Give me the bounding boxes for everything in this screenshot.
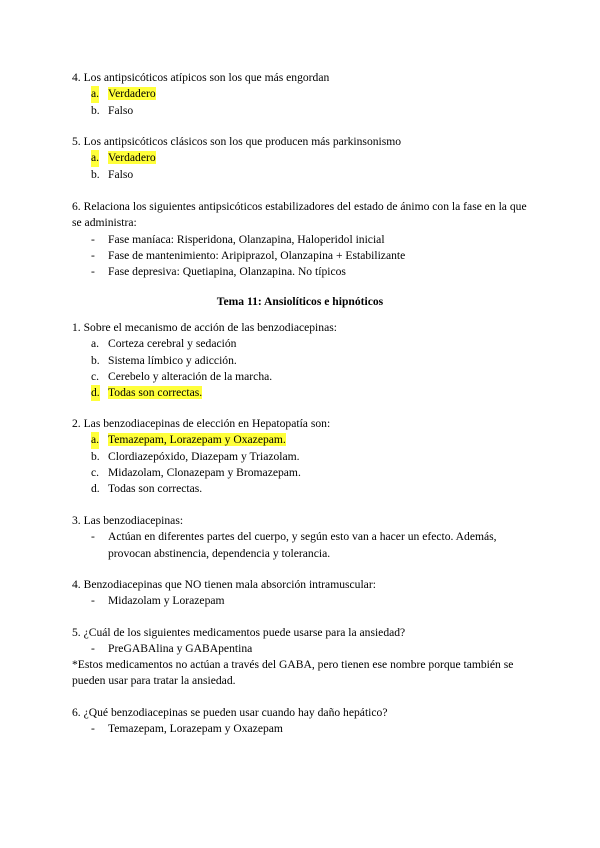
option-text: Temazepam, Lorazepam y Oxazepam.	[108, 433, 286, 447]
dash-marker: -	[91, 248, 95, 262]
item-text: Fase depresiva: Quetiapina, Olanzapina. No típicos	[108, 265, 346, 279]
option-text: Corteza cerebral y sedación	[108, 337, 237, 351]
option-a	[72, 432, 532, 448]
list-item	[72, 232, 532, 248]
footnote: *Estos medicamentos no actúan a través del GABA, pero tienen ese nombre porque también se pueden usar para tratar la ansiedad.	[72, 658, 514, 688]
list-item	[72, 248, 532, 264]
option-marker: a.	[91, 337, 100, 351]
option-d	[72, 385, 532, 401]
question-text: 4. Benzodiacepinas que NO tienen mala absorción intramuscular:	[72, 578, 376, 591]
question-text: 6. Relaciona los siguientes antipsicóticos estabilizadores del estado de ánimo con la fase en la que se administra:	[72, 200, 527, 230]
option-a	[72, 86, 532, 102]
dash-marker: -	[91, 232, 95, 246]
option-marker: b.	[91, 167, 100, 181]
option-marker: d.	[91, 482, 100, 496]
option-marker: b.	[91, 103, 100, 117]
list-item	[72, 593, 532, 609]
option-c	[72, 465, 532, 481]
question-text: 6. ¿Qué benzodiacepinas se pueden usar cuando hay daño hepático?	[72, 706, 388, 719]
option-b	[72, 103, 532, 119]
option-b	[72, 167, 532, 183]
option-c	[72, 369, 532, 385]
tema-question-4	[72, 577, 532, 610]
item-text: Fase maníaca: Risperidona, Olanzapina, Haloperidol inicial	[108, 232, 385, 246]
option-text: Falso	[108, 103, 134, 117]
section-title: Tema 11: Ansiolíticos e hipnóticos	[216, 295, 384, 308]
question-text: 3. Las benzodiacepinas:	[72, 514, 184, 527]
dash-marker: -	[91, 594, 95, 608]
list-item	[72, 641, 532, 657]
option-a	[72, 150, 532, 166]
list-item	[72, 264, 532, 280]
item-text: Actúan en diferentes partes del cuerpo, y según esto van a hacer un efecto. Además, provocan abstinencia, dependencia y tolerancia.	[108, 530, 497, 560]
question-5	[72, 134, 532, 183]
option-text: Verdadero	[108, 151, 156, 165]
option-marker: a.	[91, 150, 99, 166]
option-marker: d.	[91, 385, 100, 401]
tema-question-3	[72, 513, 532, 562]
question-text: 5. ¿Cuál de los siguientes medicamentos puede usarse para la ansiedad?	[72, 626, 406, 639]
option-text: Todas son correctas.	[108, 386, 203, 400]
option-b	[72, 353, 532, 369]
option-text: Midazolam, Clonazepam y Bromazepam.	[108, 465, 301, 479]
option-marker: b.	[91, 449, 100, 463]
option-marker: b.	[91, 353, 100, 367]
list-item	[72, 721, 532, 737]
option-text: Cerebelo y alteración de la marcha.	[108, 369, 273, 383]
option-text: Clordiazepóxido, Diazepam y Triazolam.	[108, 449, 300, 463]
tema-question-2	[72, 416, 532, 497]
question-6	[72, 199, 532, 280]
question-text: 4. Los antipsicóticos atípicos son los que más engordan	[72, 71, 330, 84]
question-text: 5. Los antipsicóticos clásicos son los que producen más parkinsonismo	[72, 135, 402, 148]
tema-question-1	[72, 320, 532, 401]
option-d	[72, 481, 532, 497]
option-b	[72, 449, 532, 465]
item-text: PreGABAlina y GABApentina	[108, 642, 253, 656]
option-text: Todas son correctas.	[108, 482, 203, 496]
tema-question-6	[72, 705, 532, 738]
option-a	[72, 336, 532, 352]
item-text: Temazepam, Lorazepam y Oxazepam	[108, 722, 283, 736]
option-marker: a.	[91, 432, 99, 448]
question-4	[72, 70, 532, 119]
tema-question-5	[72, 625, 532, 658]
dash-marker: -	[91, 722, 95, 736]
option-marker: a.	[91, 86, 99, 102]
question-text: 1. Sobre el mecanismo de acción de las benzodiacepinas:	[72, 321, 337, 334]
item-text: Fase de mantenimiento: Aripiprazol, Olanzapina + Estabilizante	[108, 248, 406, 262]
item-text: Midazolam y Lorazepam	[108, 594, 225, 608]
option-text: Verdadero	[108, 87, 156, 101]
dash-marker: -	[91, 642, 95, 656]
option-marker: c.	[91, 465, 100, 479]
option-text: Falso	[108, 167, 134, 181]
dash-marker: -	[91, 530, 95, 544]
option-text: Sistema límbico y adicción.	[108, 353, 237, 367]
list-item	[72, 529, 532, 562]
dash-marker: -	[91, 265, 95, 279]
option-marker: c.	[91, 369, 100, 383]
question-text: 2. Las benzodiacepinas de elección en Hepatopatía son:	[72, 417, 331, 430]
